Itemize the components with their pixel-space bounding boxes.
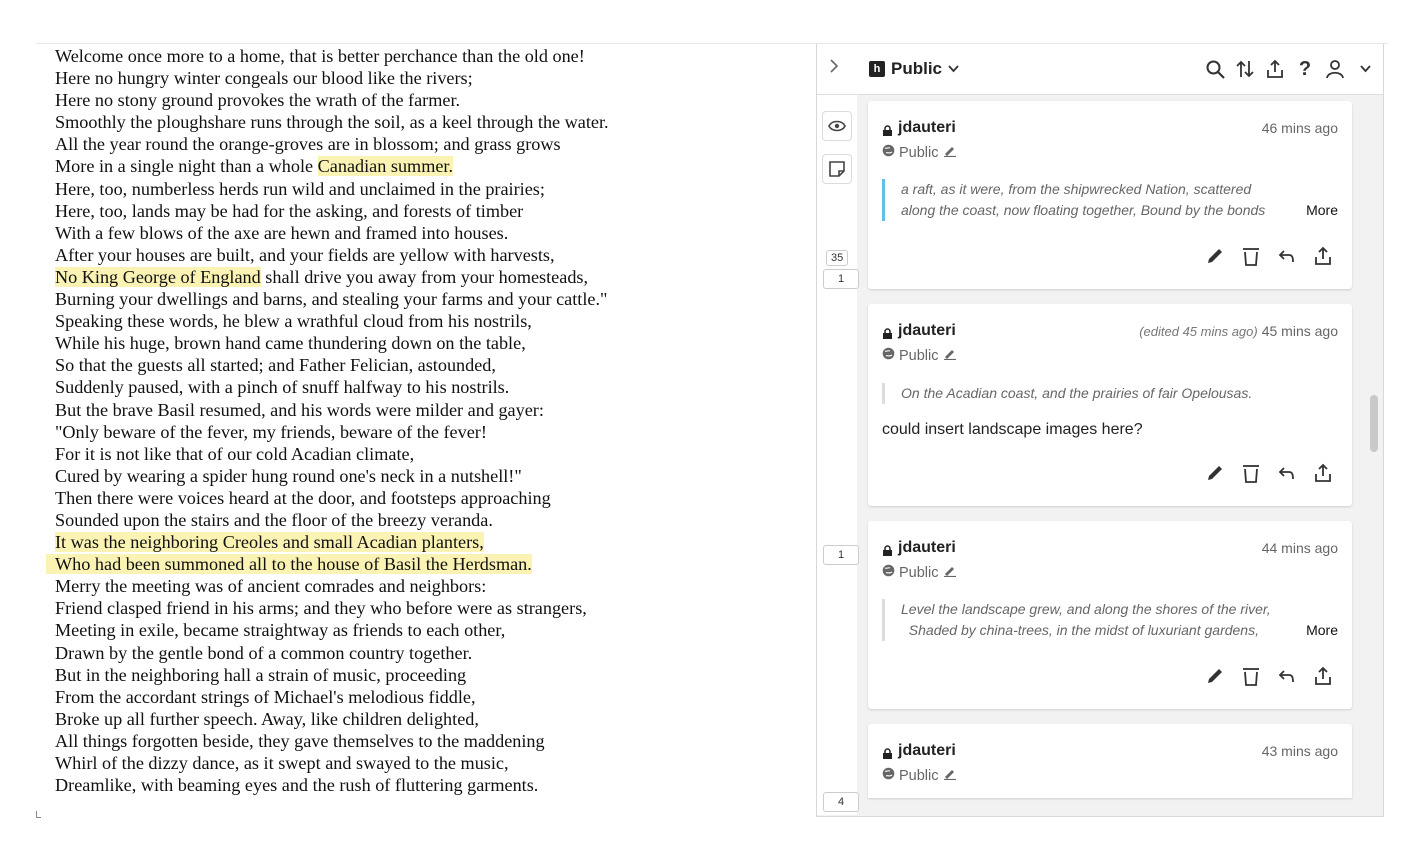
line-text: After your houses are built, and your fields are yellow with harvests, xyxy=(55,244,555,265)
line-text: shall drive you away from your homesteads, xyxy=(260,266,589,287)
line-text: Here no stony ground provokes the wrath of the farmer. xyxy=(55,90,461,111)
annotation-user[interactable] xyxy=(882,119,956,137)
annotation-time[interactable] xyxy=(1262,743,1338,759)
delete-icon[interactable] xyxy=(1240,245,1262,267)
text-line xyxy=(55,774,795,796)
annotation-quote xyxy=(882,599,1338,641)
hypothesis-logo: h xyxy=(869,61,885,77)
text-line xyxy=(55,111,795,133)
annotation-quote xyxy=(882,179,1338,221)
line-text: For it is not like that of our cold Acadian climate, xyxy=(55,443,415,464)
highlighted-text[interactable]: Who had been summoned all to the house of Basil the Herdsman. xyxy=(46,554,532,574)
share-icon[interactable] xyxy=(1312,665,1334,687)
bucket-button[interactable]: 4 xyxy=(823,792,859,812)
group-selector[interactable] xyxy=(869,59,959,79)
annotation-visibility xyxy=(882,347,957,364)
reply-icon[interactable] xyxy=(1276,462,1298,484)
annotation-count: 35 xyxy=(826,250,848,266)
annotation-visibility xyxy=(882,144,957,161)
annotation-time[interactable] xyxy=(1139,323,1338,339)
corner-mark xyxy=(36,811,41,818)
user-icon[interactable] xyxy=(1325,58,1345,80)
more-link[interactable]: More xyxy=(1302,620,1338,641)
pencil-icon xyxy=(943,347,957,364)
help-icon[interactable]: ? xyxy=(1298,57,1312,80)
line-text: All the year round the orange-groves are in blossom; and grass grows xyxy=(55,134,561,155)
annotation-actions xyxy=(1204,665,1334,687)
lock-icon xyxy=(882,543,893,553)
text-line xyxy=(55,421,795,443)
sort-icon[interactable] xyxy=(1235,58,1255,80)
share-icon[interactable] xyxy=(1312,245,1334,267)
line-text: More in a single night than a whole xyxy=(55,156,318,177)
line-text: Smoothly the ploughshare runs through the soil, as a keel through the water. xyxy=(55,112,609,133)
annotation-card[interactable] xyxy=(868,101,1352,289)
chevron-down-icon[interactable] xyxy=(1355,58,1375,80)
pencil-icon xyxy=(943,564,957,581)
line-text: Friend clasped friend in his arms; and they who before were as strangers, xyxy=(55,598,587,619)
text-line xyxy=(55,310,795,332)
line-text: Drawn by the gentle bond of a common country together. xyxy=(55,642,473,663)
annotation-visibility xyxy=(882,767,957,784)
line-text: But in the neighboring hall a strain of music, proceeding xyxy=(55,664,467,685)
line-text: From the accordant strings of Michael's melodious fiddle, xyxy=(55,686,476,707)
highlighted-text[interactable]: It was the neighboring Creoles and small Acadian planters, xyxy=(55,532,484,553)
edit-icon[interactable] xyxy=(1204,245,1226,267)
edit-icon[interactable] xyxy=(1204,665,1226,687)
text-line xyxy=(55,443,795,465)
line-text: Here no hungry winter congeals our blood like the rivers; xyxy=(55,68,473,89)
line-text: Whirl of the dizzy dance, as it swept and swayed to the music, xyxy=(55,753,509,773)
line-text: Speaking these words, he blew a wrathful cloud from his nostrils, xyxy=(55,311,532,332)
lock-icon xyxy=(882,746,893,756)
text-line xyxy=(55,288,795,310)
line-text: Welcome once more to a home, that is better perchance than the old one! xyxy=(55,46,585,66)
sidebar-topbar xyxy=(817,44,1383,95)
text-line xyxy=(55,200,795,222)
bucket-button[interactable]: 1 xyxy=(823,269,859,289)
line-text: Then there were voices heard at the door, and footsteps approaching xyxy=(55,487,551,508)
pencil-icon xyxy=(943,144,957,161)
text-line xyxy=(55,597,795,619)
text-line xyxy=(55,509,795,531)
annotation-card[interactable] xyxy=(868,304,1352,506)
username: jdauteri xyxy=(898,322,956,339)
visibility-label: Public xyxy=(899,767,939,784)
globe-icon xyxy=(882,347,895,364)
edit-icon[interactable] xyxy=(1204,462,1226,484)
globe-icon xyxy=(882,144,895,161)
text-line xyxy=(55,222,795,244)
text-line xyxy=(55,178,795,200)
text-line xyxy=(55,487,795,509)
lock-icon xyxy=(882,326,893,336)
toolbar xyxy=(1205,58,1375,80)
more-link[interactable]: More xyxy=(1302,200,1338,221)
line-text: Suddenly paused, with a pinch of snuff halfway to his nostrils. xyxy=(55,377,510,398)
text-line xyxy=(55,45,795,67)
quote-line: a raft, as it were, from the shipwrecked Nation, scattered xyxy=(901,181,1252,197)
group-name: Public xyxy=(891,59,943,78)
text-line xyxy=(55,465,795,487)
share-icon[interactable] xyxy=(1265,58,1285,80)
text-line xyxy=(55,133,795,155)
eye-icon[interactable] xyxy=(822,111,852,141)
line-text: Dreamlike, with beaming eyes and the rush of fluttering garments. xyxy=(55,775,539,796)
annotation-actions xyxy=(1204,462,1334,484)
quote-line: Level the landscape grew, and along the shores of the river, xyxy=(901,601,1271,617)
text-line xyxy=(55,686,795,708)
annotation-actions xyxy=(1204,245,1334,267)
highlighted-text[interactable]: Canadian summer. xyxy=(317,156,454,177)
text-line xyxy=(55,332,795,354)
text-line xyxy=(55,553,795,575)
delete-icon[interactable] xyxy=(1240,462,1262,484)
text-line xyxy=(55,155,795,177)
annotation-user[interactable] xyxy=(882,539,956,557)
text-line xyxy=(55,354,795,376)
reply-icon[interactable] xyxy=(1276,665,1298,687)
line-text: Here, too, numberless herds run wild and unclaimed in the prairies; xyxy=(55,178,545,199)
globe-icon xyxy=(882,767,895,784)
line-text: So that the guests all started; and Father Felician, astounded, xyxy=(55,355,496,376)
line-text: All things forgotten beside, they gave themselves to the maddening xyxy=(55,730,545,751)
document-text xyxy=(55,45,795,796)
annotation-visibility xyxy=(882,564,957,581)
lock-icon xyxy=(882,123,893,133)
line-text: Merry the meeting was of ancient comrades and neighbors: xyxy=(55,576,487,597)
annotation-body: could insert landscape images here? xyxy=(882,421,1143,438)
annotation-card[interactable] xyxy=(868,724,1352,798)
note-icon[interactable] xyxy=(822,154,852,184)
visibility-label: Public xyxy=(899,564,939,581)
search-icon[interactable] xyxy=(1205,58,1225,80)
annotation-user[interactable] xyxy=(882,322,956,340)
quote-line: Shaded by china-trees, in the midst of luxuriant gardens, xyxy=(901,622,1259,638)
line-text: Sounded upon the stairs and the floor of the breezy veranda. xyxy=(55,509,493,530)
username: jdauteri xyxy=(898,119,956,136)
globe-icon xyxy=(882,564,895,581)
chevron-down-icon xyxy=(948,62,959,76)
chevron-right-icon[interactable] xyxy=(829,57,839,80)
highlighted-text[interactable]: No King George of England xyxy=(55,266,261,287)
text-line xyxy=(55,642,795,664)
text-line xyxy=(55,752,795,774)
line-text: Meeting in exile, became straightway as friends to each other, xyxy=(55,620,506,641)
visibility-label: Public xyxy=(899,347,939,364)
line-text: "Only beware of the fever, my friends, beware of the fever! xyxy=(55,421,487,442)
text-line xyxy=(55,664,795,686)
line-text: With a few blows of the axe are hewn and framed into houses. xyxy=(55,222,509,243)
text-line xyxy=(55,619,795,641)
text-line xyxy=(55,531,795,553)
text-line xyxy=(55,244,795,266)
annotation-user[interactable] xyxy=(882,742,956,760)
delete-icon[interactable] xyxy=(1240,665,1262,687)
quote-line: along the coast, now floating together, Bound by the bonds xyxy=(901,202,1266,218)
text-line xyxy=(55,266,795,288)
annotation-quote xyxy=(882,383,1338,404)
text-line xyxy=(55,575,795,597)
scrollbar-thumb[interactable] xyxy=(1370,395,1378,452)
username: jdauteri xyxy=(898,539,956,556)
text-line xyxy=(55,89,795,111)
annotation-time[interactable] xyxy=(1262,540,1338,556)
text-line xyxy=(55,730,795,752)
share-icon[interactable] xyxy=(1312,462,1334,484)
edited-label: (edited 45 mins ago) xyxy=(1139,324,1258,339)
bucket-button[interactable]: 1 xyxy=(823,545,859,565)
line-text: While his huge, brown hand came thundering down on the table, xyxy=(55,333,526,354)
timestamp: 43 mins ago xyxy=(1261,743,1338,759)
line-text: Here, too, lands may be had for the asking, and forests of timber xyxy=(55,200,524,221)
username: jdauteri xyxy=(898,742,956,759)
text-line xyxy=(55,67,795,89)
timestamp: 44 mins ago xyxy=(1261,540,1338,556)
line-text: Burning your dwellings and barns, and stealing your farms and your cattle." xyxy=(55,289,608,310)
line-text: Broke up all further speech. Away, like children delighted, xyxy=(55,708,479,729)
timestamp: 46 mins ago xyxy=(1261,120,1338,136)
line-text: But the brave Basil resumed, and his words were milder and gayer: xyxy=(55,399,544,420)
bucket-bar xyxy=(817,95,857,815)
text-line xyxy=(55,399,795,421)
visibility-label: Public xyxy=(899,144,939,161)
reply-icon[interactable] xyxy=(1276,245,1298,267)
text-line xyxy=(55,376,795,398)
line-text: Cured by wearing a spider hung round one's neck in a nutshell!" xyxy=(55,465,522,486)
annotation-card[interactable] xyxy=(868,521,1352,709)
quote-line: On the Acadian coast, and the prairies of fair Opelousas. xyxy=(901,385,1253,401)
annotation-time[interactable] xyxy=(1262,120,1338,136)
text-line xyxy=(55,708,795,730)
timestamp: 45 mins ago xyxy=(1261,323,1338,339)
pencil-icon xyxy=(943,767,957,784)
